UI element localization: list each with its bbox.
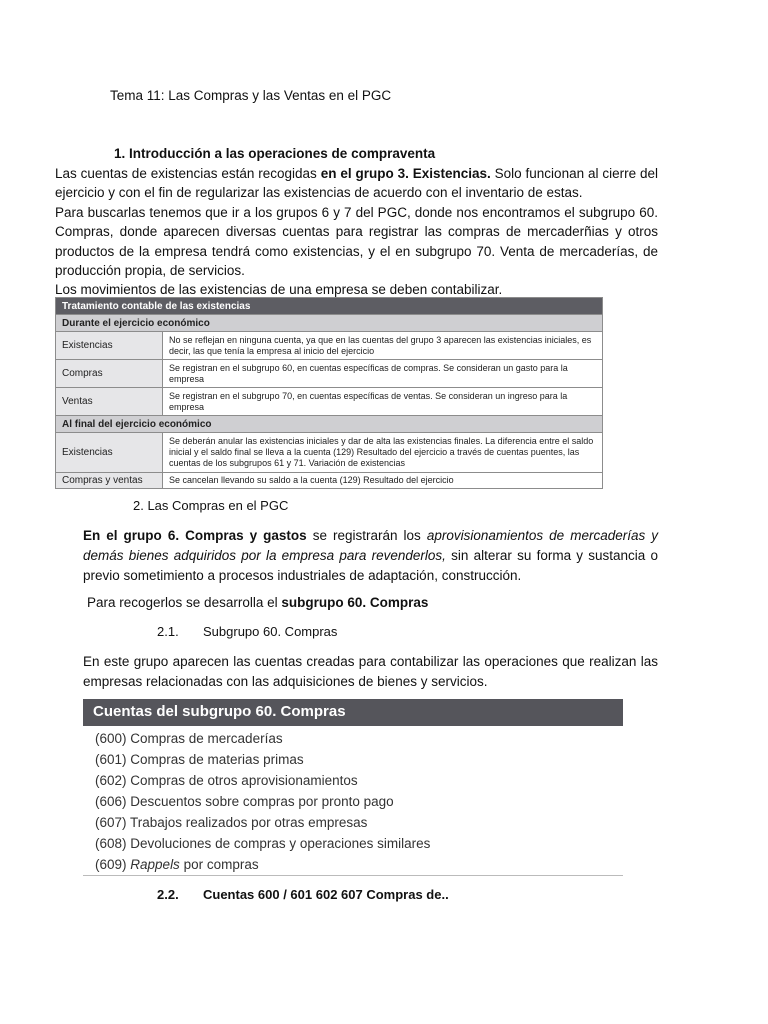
bold-span: en el grupo 3. Existencias. [320, 166, 491, 181]
document-title: Tema 11: Las Compras y las Ventas en el PGC [110, 88, 392, 103]
section-number: 2.2. [157, 887, 179, 902]
text-span: Solo funcionan al cierre del ejercicio y con el fin de regularizar las existencias de acuerdo con el inventario de estas. [55, 166, 659, 201]
list-item: (602) Compras de otros aprovisionamientos [95, 773, 358, 788]
bold-span: subgrupo 60. Compras [281, 595, 429, 610]
list-item: (600) Compras de mercaderías [95, 731, 283, 746]
bold-span: En el grupo 6. Compras y gastos [83, 528, 307, 543]
row-description: Se registran en el subgrupo 60, en cuentas específicas de compras. Se consideran un gasto para la empresa [163, 360, 603, 388]
table-section-end: Al final del ejercicio económico [56, 416, 603, 433]
table-row [56, 433, 603, 473]
section-2-body [83, 526, 658, 586]
row-description: No se reflejan en ninguna cuenta, ya que en las cuentas del grupo 3 aparecen las existencias iniciales, es decir, las que tenía la empresa al inicio del ejercicio [163, 332, 603, 360]
row-label: Compras y ventas [56, 473, 163, 489]
section-1-paragraph-1 [55, 164, 658, 203]
italic-span: aprovisionamientos de mercaderías y demás bienes adquiridos por la empresa para revenderlos, [83, 528, 659, 563]
row-label: Existencias [56, 433, 163, 473]
list-item: (608) Devoluciones de compras y operaciones similares [95, 836, 431, 851]
table-section-row [56, 315, 603, 332]
row-label: Compras [56, 360, 163, 388]
section-2-heading: 2. Las Compras en el PGC [133, 498, 289, 513]
section-2-paragraph-2 [87, 595, 428, 610]
section-2-1-body [83, 652, 658, 692]
text-span: Las cuentas de existencias están recogidas [55, 166, 321, 181]
row-description: Se deberán anular las existencias iniciales y dar de alta las existencias finales. La diferencia entre el saldo inicial y el saldo final se lleva a la cuenta (129) Resultado del ejercicio a través de cuentas puentes, las cuentas de los subgrupos 61 y 71. Variación de existencias [163, 433, 603, 473]
section-1-heading: 1. Introducción a las operaciones de compraventa [114, 146, 436, 161]
table-header-row [56, 298, 603, 315]
account-list [83, 726, 623, 876]
section-1-paragraph-2: Para buscarlas tenemos que ir a los grupos 6 y 7 del PGC, donde nos encontramos el subgrupo 60. Compras, donde aparecen diversas cuentas para registrar las compras de mercaderñias y otros productos de la empresa tendrá como existencias, y el en subgrupo 70. Venta de mercaderías, de producción propia, de servicios. [55, 204, 658, 279]
table-header: Tratamiento contable de las existencias [56, 298, 603, 315]
section-2-paragraph-1 [83, 526, 658, 586]
list-item [95, 854, 623, 875]
text-span: Para recogerlos se desarrolla el [87, 595, 282, 610]
section-2-2-heading [157, 887, 449, 902]
list-item: (607) Trabajos realizados por otras empresas [95, 815, 368, 830]
table-section-row [56, 416, 603, 433]
section-title: Cuentas 600 / 601 602 607 Compras de.. [203, 887, 449, 902]
section-1-body [55, 164, 658, 300]
row-label: Existencias [56, 332, 163, 360]
table-row [56, 473, 603, 489]
section-2-1-paragraph: En este grupo aparecen las cuentas creadas para contabilizar las operaciones que realizan las empresas relacionadas con las adquisiciones de bienes y servicios. [83, 654, 658, 689]
row-label: Ventas [56, 388, 163, 416]
text-span: (609) [95, 857, 131, 872]
subgrupo-table-header: Cuentas del subgrupo 60. Compras [83, 699, 623, 726]
text-span: se registrarán los [306, 528, 427, 543]
table-row [56, 332, 603, 360]
subgrupo-60-table [83, 699, 623, 876]
section-title: Subgrupo 60. Compras [203, 624, 338, 639]
list-item: (601) Compras de materias primas [95, 752, 304, 767]
row-description: Se cancelan llevando su saldo a la cuenta (129) Resultado del ejercicio [163, 473, 603, 489]
section-number: 2.1. [157, 624, 179, 639]
italic-span: Rappels [130, 857, 180, 872]
row-description: Se registran en el subgrupo 70, en cuentas específicas de ventas. Se consideran un ingreso para la empresa [163, 388, 603, 416]
table-row [56, 388, 603, 416]
table-section-during: Durante el ejercicio económico [56, 315, 603, 332]
text-span: por compras [179, 857, 259, 872]
existencias-table [55, 297, 603, 489]
section-2-1-heading [157, 624, 337, 639]
table-row [56, 360, 603, 388]
list-item: (606) Descuentos sobre compras por pronto pago [95, 794, 394, 809]
text-span: sin alterar su forma y sustancia o previo sometimiento a procesos industriales de adaptación, construcción. [83, 548, 658, 583]
section-1-paragraph-3: Los movimientos de las existencias de una empresa se deben contabilizar. [55, 282, 503, 298]
